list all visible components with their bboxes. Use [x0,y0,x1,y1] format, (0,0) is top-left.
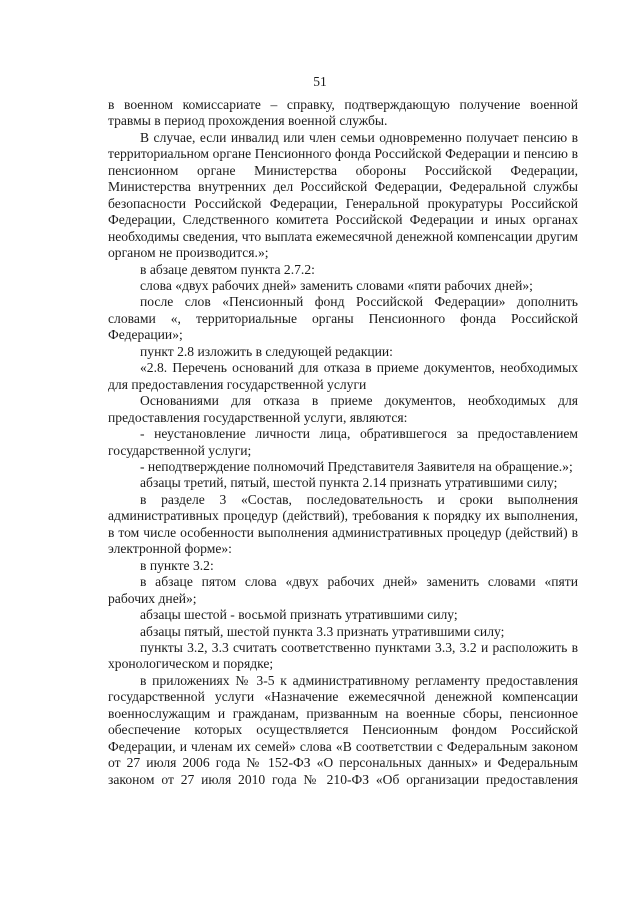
paragraph: абзацы пятый, шестой пункта 3.3 признать утратившими силу; [140,623,505,639]
paragraph: абзацы третий, пятый, шестой пункта 2.14 признать утратившими силу; [140,475,558,491]
document-body [108,97,578,788]
paragraph: пункт 2.8 изложить в следующей редакции: [140,343,393,359]
paragraph: в абзаце девятом пункта 2.7.2: [140,261,315,277]
paragraph: в пункте 3.2: [140,557,214,573]
paragraph: после слов «Пенсионный фонд Российской Федерации» дополнить словами «, территориальные органы Пенсионного фонда Российской Федерации»; [108,294,578,343]
paragraph: Основаниями для отказа в приеме документов, необходимых для предоставления государственной услуги, являются: [108,393,578,425]
paragraph: абзацы шестой - восьмой признать утратившими силу; [140,607,458,623]
paragraph: «2.8. Перечень оснований для отказа в приеме документов, необходимых для предоставления государственной услуги [108,360,578,392]
paragraph: - неподтверждение полномочий Представителя Заявителя на обращение.»; [140,458,573,474]
paragraph: В случае, если инвалид или член семьи одновременно получает пенсию в территориальном органе Пенсионного фонда Российской Федерации и пенсию в пенсионном органе Министерства обороны Российской Федерации, Министерства внутренних дел Российской Федерации, Федеральной службы безопасности Российской Федерации, Генеральной прокуратуры Российской Федерации, Следственного комитета Российской Федерации и иных органах необходимы сведения, что выплата ежемесячной денежной компенсации другим органом не производится.»; [108,129,578,261]
paragraph: в разделе 3 «Состав, последовательность и сроки выполнения административных процедур (действий), требования к порядку их выполнения, в том числе особенности выполнения административных процедур (действий) в электронной форме»: [108,491,578,557]
page-number: 51 [313,74,327,89]
paragraph: - неустановление личности лица, обратившегося за предоставлением государственной услуги; [108,426,578,458]
paragraph: в абзаце пятом слова «двух рабочих дней» заменить словами «пяти рабочих дней»; [108,574,578,606]
paragraph: в приложениях № 3-5 к административному регламенту предоставления государственной услуги «Назначение ежемесячной денежной компенсации военнослужащим и гражданам, призванным на военные сборы, пенсионное обеспечение которых осуществляется Пенсионным фондом Российской Федерации, и членам их семей» слова «В соответствии с Федеральным законом от 27 июля 2006 года № 152-ФЗ «О персональных данных» и Федеральным законом от 27 июля 2010 года № 210-ФЗ «Об организации предоставления [108,672,578,787]
paragraph: слова «двух рабочих дней» заменить словами «пяти рабочих дней»; [140,277,533,293]
paragraph: в военном комиссариате – справку, подтверждающую получение военной травмы в период прохождения военной службы. [108,97,578,129]
paragraph: пункты 3.2, 3.3 считать соответственно пунктами 3.3, 3.2 и расположить в хронологическом и порядке; [108,639,578,672]
